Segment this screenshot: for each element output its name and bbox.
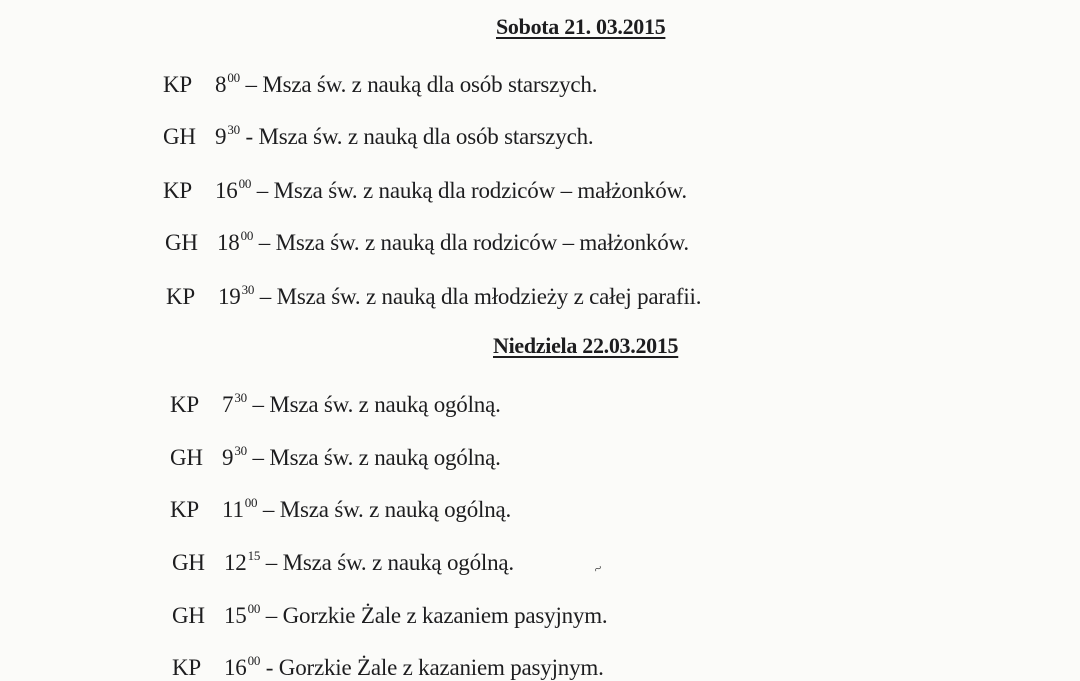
time — [215, 178, 251, 203]
event-text: – Msza św. z nauką dla osób starszych. — [245, 72, 598, 97]
event-text: - Gorzkie Żale z kazaniem pasyjnym. — [265, 655, 604, 680]
event-text: - Msza św. z nauką dla osób starszych. — [245, 124, 594, 149]
time — [224, 603, 260, 628]
hour: 8 — [215, 72, 227, 97]
place-code: GH — [172, 550, 205, 575]
schedule-row — [163, 176, 687, 204]
place-code: GH — [163, 124, 196, 149]
saturday-heading: Sobota 21. 03.2015 — [496, 14, 666, 39]
time — [218, 284, 254, 309]
event-text: – Msza św. z nauką dla rodziców – małżonków. — [258, 230, 689, 255]
schedule-row — [172, 601, 607, 629]
schedule-row — [163, 70, 597, 98]
place-code: KP — [163, 72, 193, 97]
minute: 00 — [238, 176, 252, 191]
place-code: KP — [166, 284, 196, 309]
schedule-row — [165, 228, 689, 256]
place-code: KP — [170, 497, 200, 522]
time — [224, 655, 260, 680]
place-code: GH — [165, 230, 198, 255]
event-text: – Msza św. z nauką ogólną. — [252, 392, 501, 417]
hour: 19 — [218, 284, 241, 309]
hour: 18 — [217, 230, 240, 255]
hour: 15 — [224, 603, 247, 628]
hour: 11 — [222, 497, 244, 522]
minute: 00 — [247, 601, 261, 616]
schedule-row — [166, 282, 701, 310]
time — [215, 124, 240, 149]
schedule-row — [163, 122, 593, 150]
schedule-row — [170, 495, 511, 523]
schedule-row — [170, 443, 501, 471]
hour: 16 — [224, 655, 247, 680]
event-text: – Msza św. z nauką dla młodzieży z całej parafii. — [259, 284, 702, 309]
place-code: KP — [163, 178, 193, 203]
event-text: – Msza św. z nauką dla rodziców – małżonków. — [256, 178, 687, 203]
hour: 9 — [215, 124, 227, 149]
time — [215, 72, 240, 97]
place-code: KP — [172, 655, 202, 680]
hour: 12 — [224, 550, 247, 575]
place-code: GH — [170, 445, 203, 470]
minute: 30 — [234, 390, 247, 405]
minute: 30 — [234, 443, 247, 458]
event-text: – Msza św. z nauką ogólną. — [265, 550, 514, 575]
time — [222, 497, 257, 522]
scan-mark: ~ — [591, 561, 606, 578]
sunday-heading: Niedziela 22.03.2015 — [493, 333, 679, 358]
schedule-row — [170, 390, 501, 418]
event-text: – Gorzkie Żale z kazaniem pasyjnym. — [265, 603, 608, 628]
place-code: KP — [170, 392, 200, 417]
event-text: – Msza św. z nauką ogólną. — [252, 445, 501, 470]
minute: 00 — [244, 495, 258, 510]
minute: 15 — [247, 548, 261, 563]
minute: 00 — [227, 70, 240, 85]
time — [224, 550, 260, 575]
hour: 7 — [222, 392, 234, 417]
hour: 16 — [215, 178, 238, 203]
time — [222, 445, 247, 470]
schedule-row — [172, 548, 514, 576]
time — [222, 392, 247, 417]
event-text: – Msza św. z nauką ogólną. — [262, 497, 512, 522]
minute: 30 — [241, 282, 255, 297]
place-code: GH — [172, 603, 205, 628]
minute: 00 — [240, 228, 254, 243]
hour: 9 — [222, 445, 234, 470]
minute: 30 — [227, 122, 240, 137]
schedule-row — [172, 653, 604, 681]
minute: 00 — [247, 653, 261, 668]
time — [217, 230, 253, 255]
